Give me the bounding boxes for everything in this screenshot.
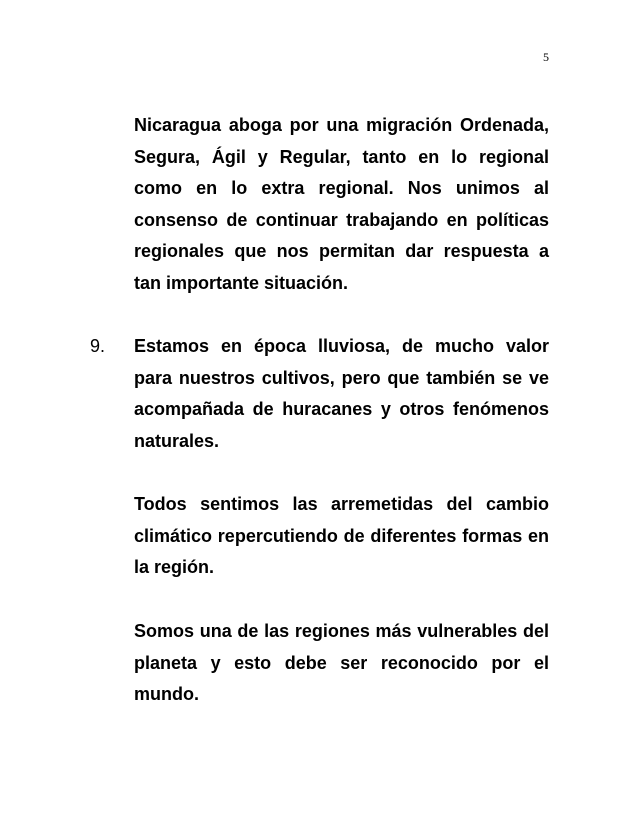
paragraph-migration: Nicaragua aboga por una migración Ordenada, Segura, Ágil y Regular, tanto en lo regional como en lo extra regional. Nos unimos al consenso de continuar trabajando en políticas regionales que nos permitan dar respuesta a tan importante situación.: [134, 115, 549, 293]
paragraph-number: 9.: [90, 336, 106, 356]
paragraph-rainy-season: Estamos en época lluviosa, de mucho valor para nuestros cultivos, pero que también se ve acompañada de huracanes y otros fenómenos naturales.: [134, 336, 549, 451]
page-number: 5: [543, 50, 549, 64]
paragraph-vulnerable-region: Somos una de las regiones más vulnerables del planeta y esto debe ser reconocido por el mundo.: [134, 621, 549, 704]
paragraph-climate-change: Todos sentimos las arremetidas del cambio climático repercutiendo de diferentes formas en la región.: [134, 494, 549, 577]
